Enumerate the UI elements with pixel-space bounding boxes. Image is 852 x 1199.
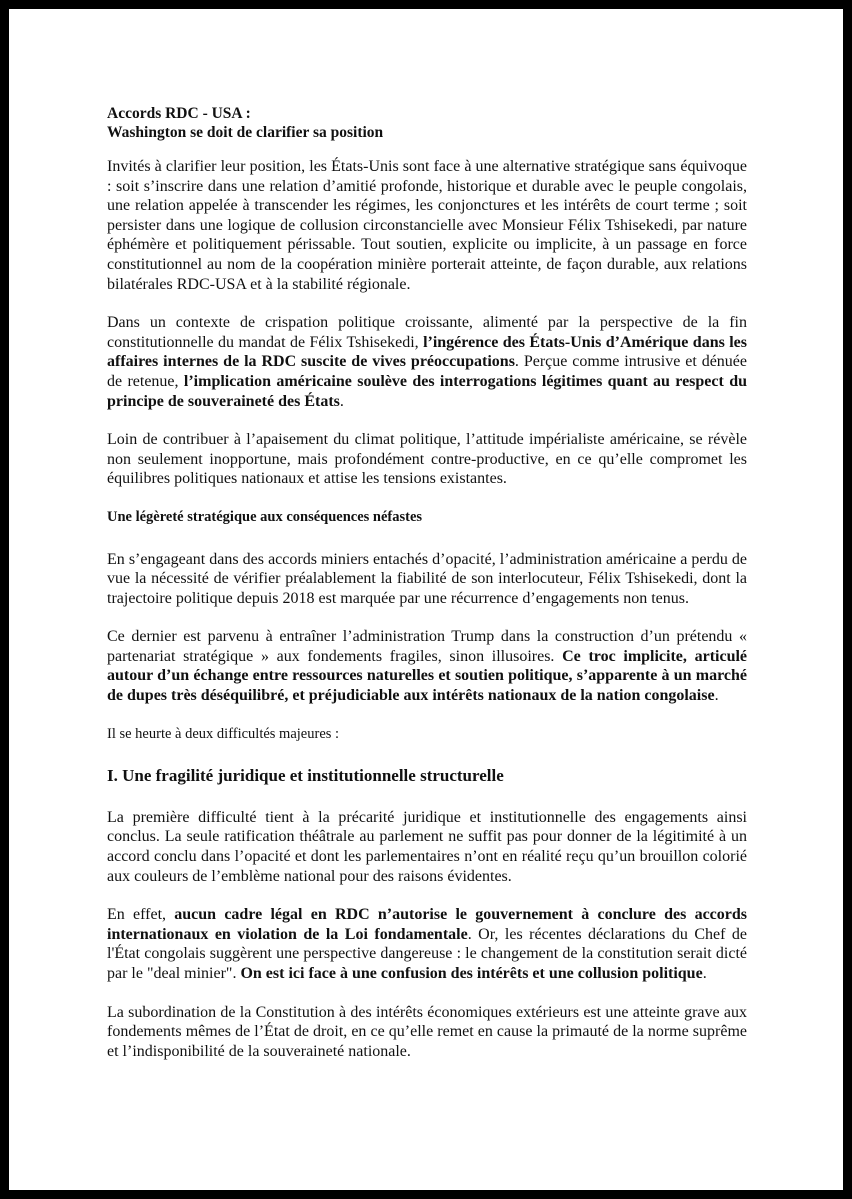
paragraph-2-bold-1: l’ingérence des États-Unis d’Amérique dans les affaires internes de la RDC suscite de vives préoccupations (107, 333, 747, 371)
paragraph-2-bold-2: l’implication américaine soulève des interrogations légitimes quant au respect du principe de souveraineté des États (107, 372, 747, 410)
paragraph-2-text-1: Dans un contexte de crispation politique croissante, alimenté par la perspective de la fin constitutionnelle du mandat de Félix Tshisekedi, (107, 314, 747, 351)
paragraph-5-bold-1: Ce troc implicite, articulé autour d’un échange entre ressources naturelles et soutien politique, s’apparente à un marché de dupes très déséquilibré, et préjudiciable aux intérêts nationaux de la nation congolaise (107, 647, 748, 705)
paragraph-8 (107, 905, 747, 983)
paragraph-5-text-2: . (714, 687, 719, 705)
paragraph-2 (107, 313, 747, 411)
paragraph-3: Loin de contribuer à l’apaisement du climat politique, l’attitude impérialiste américaine, se révèle non seulement inopportune, mais profondément contre-productive, en ce qu’elle compromet les équilibres politiques nationaux et attise les tensions existantes. (107, 431, 747, 488)
paragraph-2-text-2: . Perçue comme intrusive et dénuée de retenue, (107, 353, 747, 390)
paragraph-7: La première difficulté tient à la précarité juridique et institutionnelle des engagements ainsi conclus. La seule ratification théâtrale au parlement ne suffit pas pour donner de la légitimité à un accord conclu dans l’opacité et dont les parlementaires n’ont en réalité reçu qu’un brouillon colorié aux couleurs de l’emblème national pour des raisons évidentes. (107, 808, 747, 885)
paragraph-4: En s’engageant dans des accords miniers entachés d’opacité, l’administration américaine a perdu de vue la nécessité de vérifier préalablement la fiabilité de son interlocuteur, Félix Tshisekedi, dont la trajectoire politique depuis 2018 est marquée par une récurrence d’engagements non tenus. (107, 550, 747, 607)
subheading: Une légèreté stratégique aux conséquences néfastes (107, 508, 423, 525)
document-body (107, 104, 747, 1080)
paragraph-8-text-3: . (702, 965, 707, 982)
paragraph-5 (107, 627, 747, 705)
paragraph-8-text-2: . Or, les récentes déclarations du Chef de l'État congolais suggèrent une perspective dangereuse : le changement de la constitution serait dicté par le "deal minier". (107, 925, 748, 982)
section-heading-1: I. Une fragilité juridique et institutionnelle structurelle (107, 766, 504, 786)
paragraph-8-bold-1: aucun cadre légal en RDC n’autorise le gouvernement à conclure des accords internationaux en violation de la Loi fondamentale (107, 906, 747, 943)
paragraph-5-text-1: Ce dernier est parvenu à entraîner l’administration Trump dans la construction d’un prétendu « partenariat stratégique » aux fondements fragiles, sinon illusoires. (107, 628, 747, 665)
paragraph-6: Il se heurte à deux difficultés majeures : (107, 725, 340, 742)
document-title (107, 104, 747, 142)
paragraph-8-bold-2: On est ici face à une confusion des intérêts et une collusion politique (240, 965, 703, 982)
paragraph-9: La subordination de la Constitution à des intérêts économiques extérieurs est une atteinte grave aux fondements mêmes de l’État de droit, en ce qu’elle remet en cause la primauté de la norme suprême et l’indisponibilité de la souveraineté nationale. (107, 1003, 747, 1060)
title-line-1: Accords RDC - USA : (107, 105, 251, 122)
paragraph-1: Invités à clarifier leur position, les États-Unis sont face à une alternative stratégique sans équivoque : soit s’inscrire dans une relation d’amitié profonde, historique et durable avec le peuple congolais, une relation appelée à transcender les régimes, les conjonctures et les intérêts de court terme ; soit persister dans une logique de collusion circonstancielle avec Monsieur Félix Tshisekedi, par nature éphémère et politiquement périssable. Tout soutien, explicite ou implicite, à un passage en force constitutionnel au nom de la coopération minière porterait atteinte, de façon durable, aux relations bilatérales RDC-USA et à la stabilité régionale. (107, 158, 747, 293)
paragraph-2-text-3: . (339, 392, 344, 410)
title-line-2: Washington se doit de clarifier sa position (107, 124, 384, 141)
paragraph-8-text-1: En effet, (107, 906, 175, 924)
